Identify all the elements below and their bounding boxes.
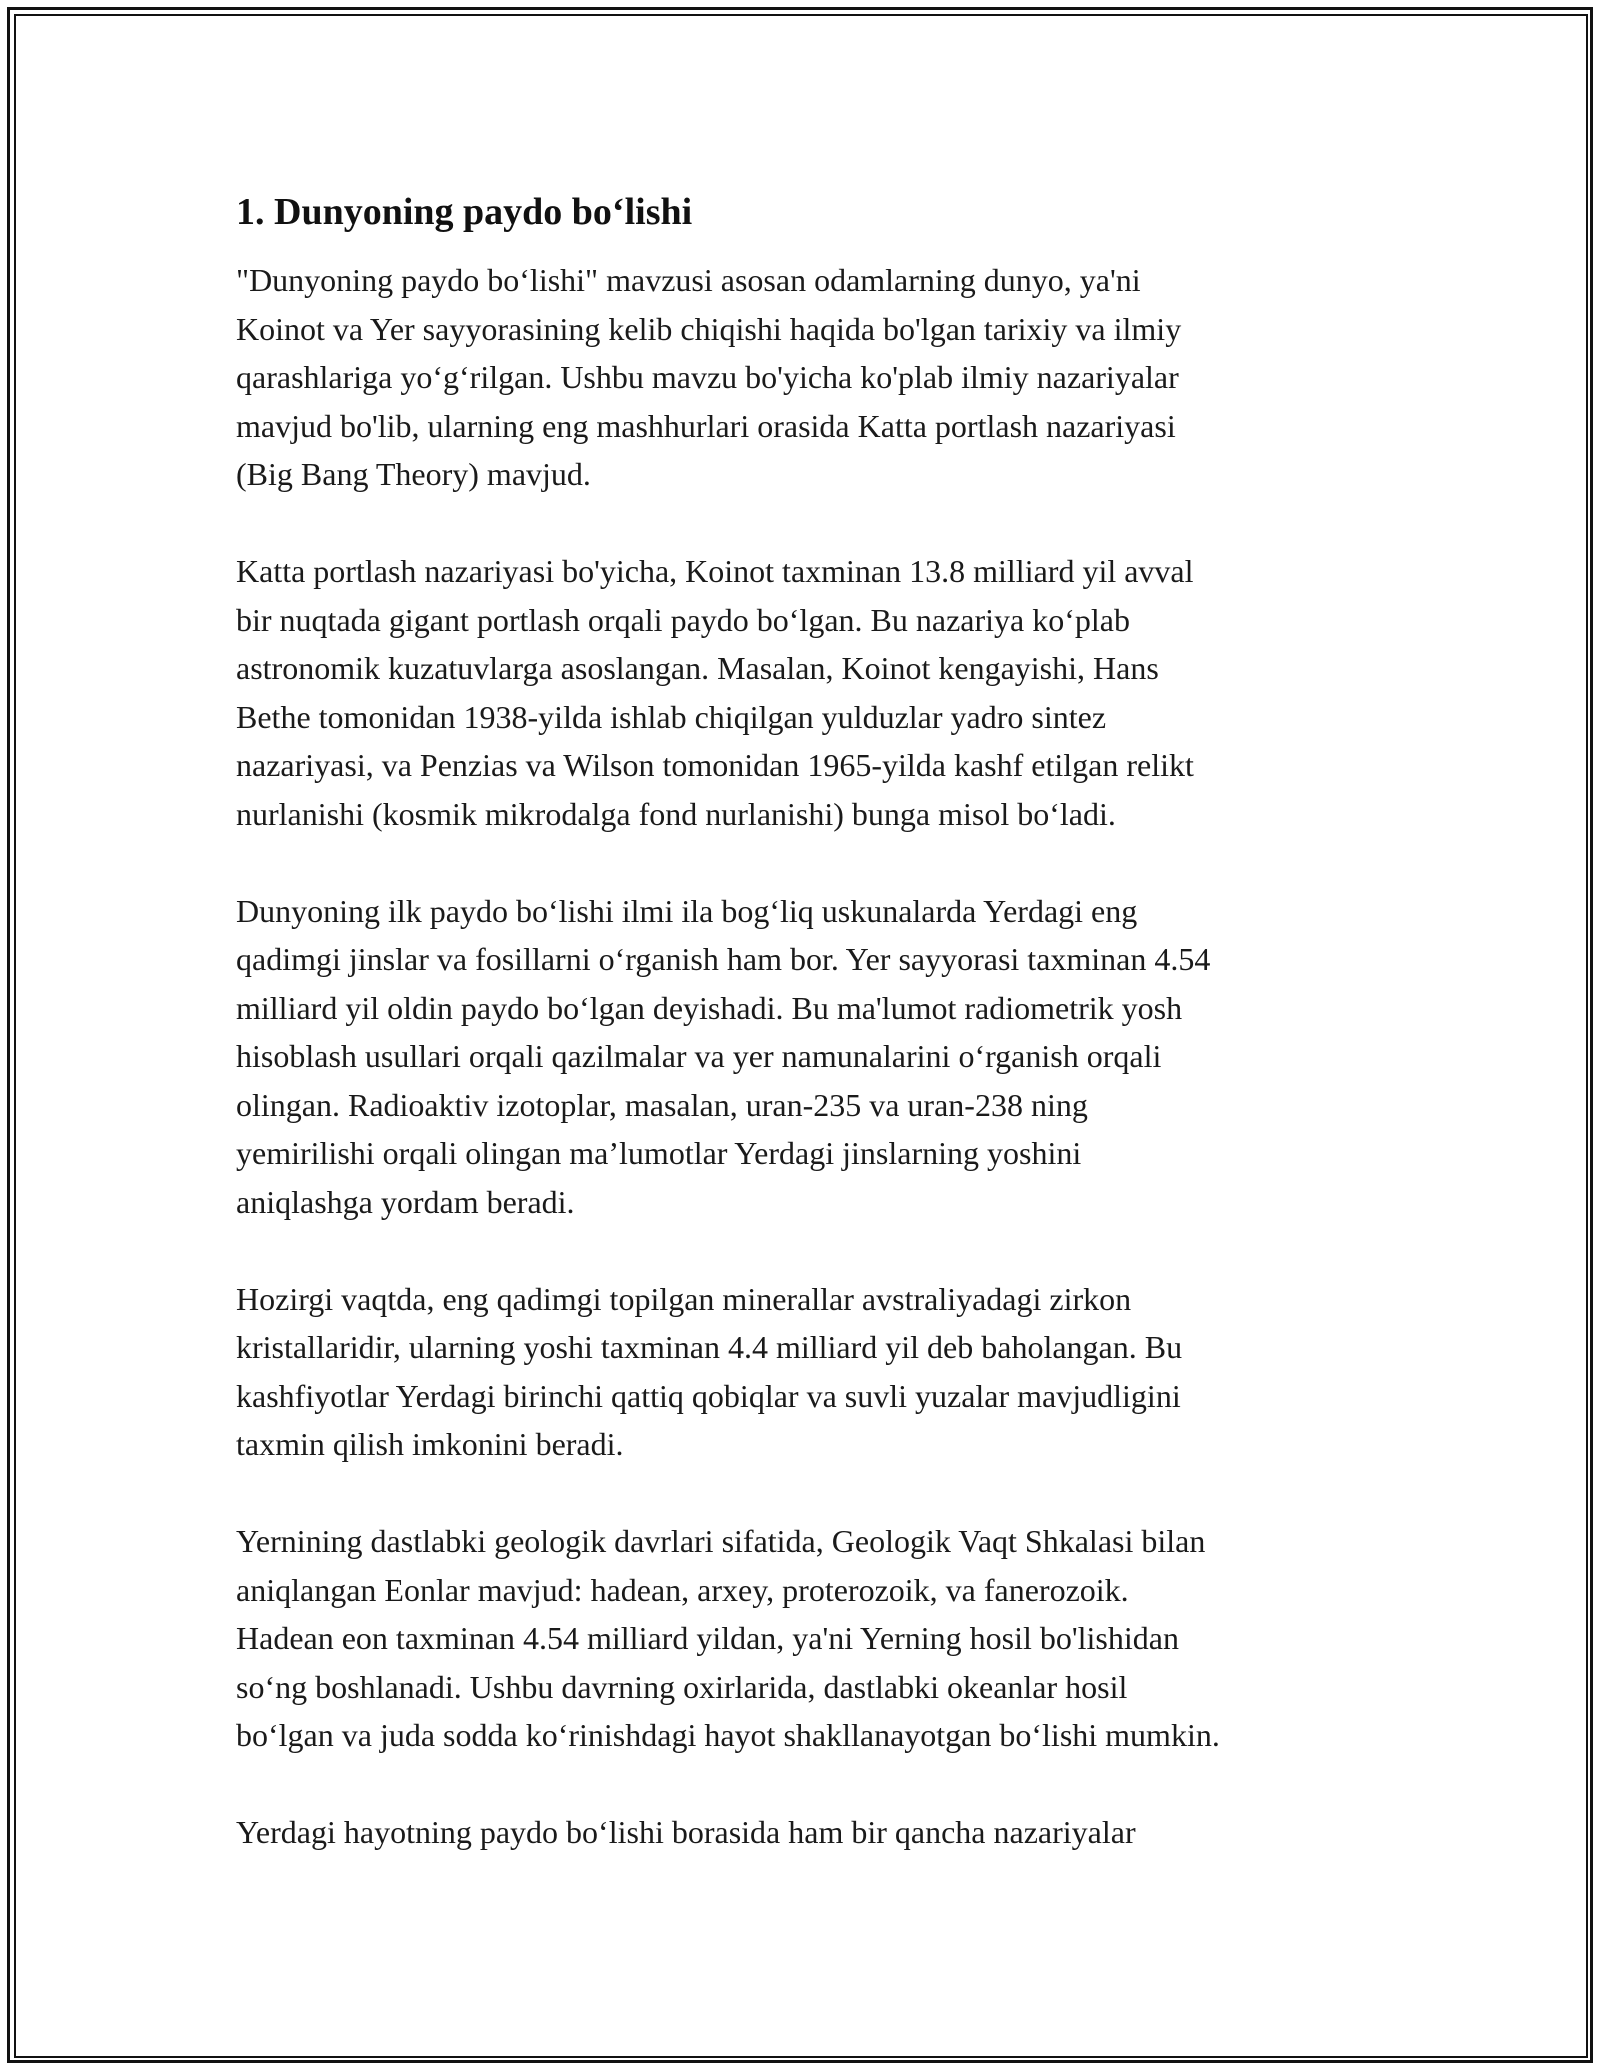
document-body (236, 188, 1386, 1905)
paragraph-intro: "Dunyoning paydo bo‘lishi" mavzusi asosan odamlarning dunyo, ya'ni Koinot va Yer sayyorasining kelib chiqishi haqida bo'lgan tarixiy va ilmiy qarashlariga yo‘g‘rilgan. Ushbu mavzu bo'yicha ko'plab ilmiy nazariyalar mavjud bo'lib, ularning eng mashhurlari orasida Katta portlash nazariyasi (Big Bang Theory) mavjud. (236, 262, 1182, 492)
paragraph-life-origin: Yerdagi hayotning paydo bo‘lishi borasida ham bir qancha nazariyalar (236, 1814, 1136, 1850)
section-heading: 1. Dunyoning paydo bo‘lishi (236, 191, 693, 233)
paragraph-big-bang: Katta portlash nazariyasi bo'yicha, Koinot taxminan 13.8 milliard yil avval bir nuqtada gigant portlash orqali paydo bo‘lgan. Bu nazariya ko‘plab astronomik kuzatuvlarga asoslangan. Masalan, Koinot kengayishi, Hans Bethe tomonidan 1938-yilda ishlab chiqilgan yulduzlar yadro sintez nazariyasi, va Penzias va Wilson tomonidan 1965-yilda kashf etilgan relikt nurlanishi (kosmik mikrodalga fond nurlanishi) bunga misol bo‘ladi. (236, 553, 1194, 832)
paragraph-earth-age: Dunyoning ilk paydo bo‘lishi ilmi ila bog‘liq uskunalarda Yerdagi eng qadimgi jinslar va fosillarni o‘rganish ham bor. Yer sayyorasi taxminan 4.54 milliard yil oldin paydo bo‘lgan deyishadi. Bu ma'lumot radiometrik yosh hisoblash usullari orqali qazilmalar va yer namunalarini o‘rganish orqali olingan. Radioaktiv izotoplar, masalan, uran-235 va uran-238 ning yemirilishi orqali olingan ma’lumotlar Yerdagi jinslarning yoshini aniqlashga yordam beradi. (236, 892, 1211, 1220)
paragraph-zircon: Hozirgi vaqtda, eng qadimgi topilgan minerallar avstraliyadagi zirkon kristallaridir, ularning yoshi taxminan 4.4 milliard yil deb baholangan. Bu kashfiyotlar Yerdagi birinchi qattiq qobiqlar va suvli yuzalar mavjudligini taxmin qilish imkonini beradi. (236, 1280, 1183, 1462)
paragraph-eons: Yernining dastlabki geologik davrlari sifatida, Geologik Vaqt Shkalasi bilan aniqlangan Eonlar mavjud: hadean, arxey, proterozoik, va fanerozoik. Hadean eon taxminan 4.54 milliard yildan, ya'ni Yerning hosil bo'lishidan so‘ng boshlanadi. Ushbu davrning oxirlarida, dastlabki okeanlar hosil bo‘lgan va juda sodda ko‘rinishdagi hayot shakllanayotgan bo‘lishi mumkin. (236, 1523, 1220, 1753)
